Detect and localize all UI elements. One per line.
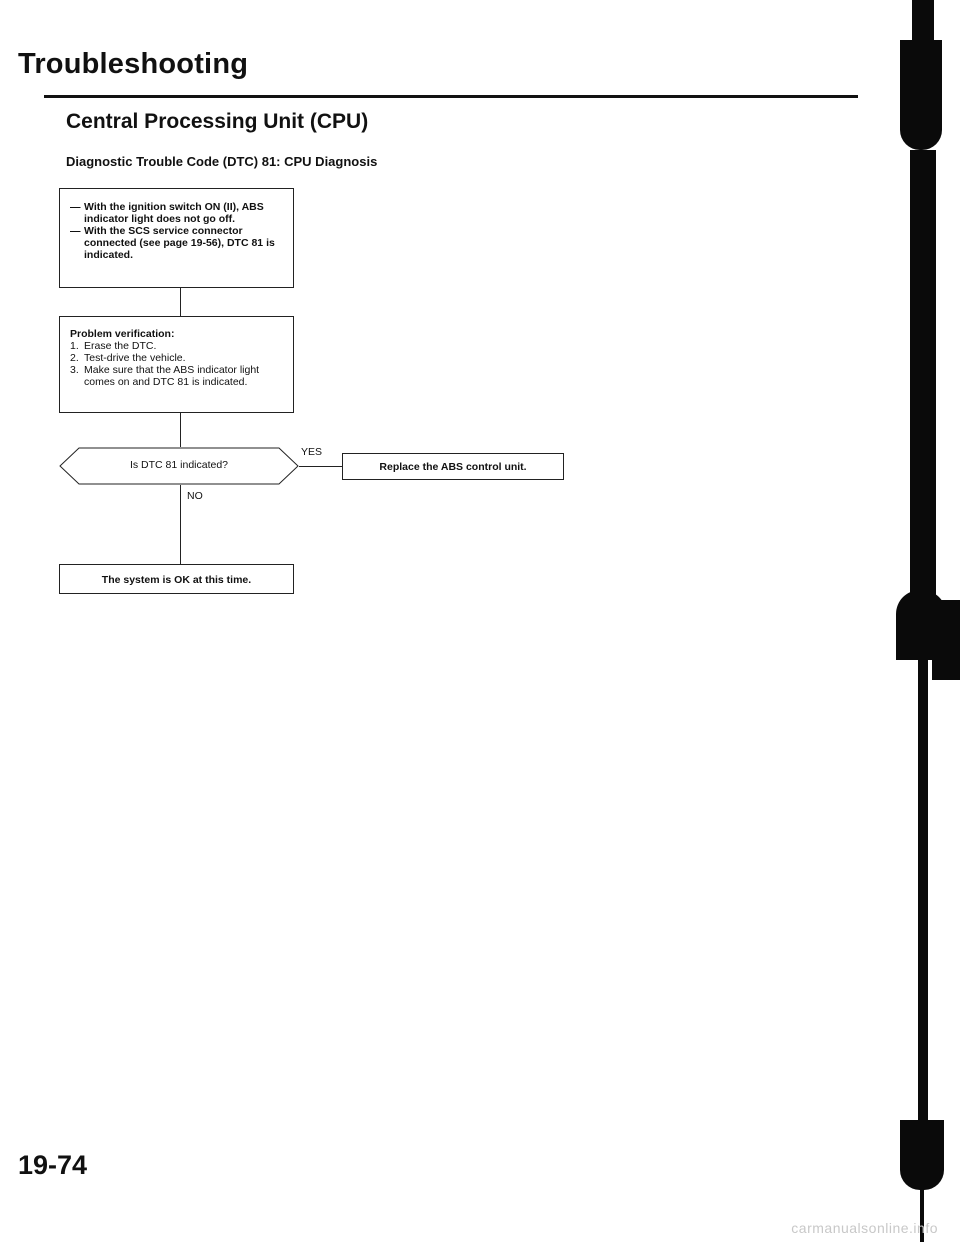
step-text: Make sure that the ABS indicator light comes on and DTC 81 is indicated.	[84, 364, 260, 388]
decision-text: Is DTC 81 indicated?	[129, 459, 229, 471]
step-number: 2.	[70, 352, 79, 364]
yes-connector	[299, 466, 342, 467]
watermark-text: carmanualsonline.info	[791, 1220, 938, 1236]
verification-heading: Problem verification:	[70, 328, 175, 340]
flow-connector	[180, 413, 181, 447]
page-title: Troubleshooting	[18, 48, 249, 80]
verification-step	[70, 364, 283, 388]
verification-box	[59, 316, 294, 413]
subsection-heading: Diagnostic Trouble Code (DTC) 81: CPU Diagnosis	[66, 154, 378, 169]
binding-mark	[918, 660, 928, 1130]
dash-bullet: —	[70, 225, 81, 237]
binding-mark	[910, 150, 936, 600]
flow-connector	[180, 288, 181, 316]
condition-text: With the ignition switch ON (II), ABS indicator light does not go off.	[84, 201, 264, 225]
condition-item	[70, 225, 283, 261]
no-label: NO	[187, 490, 203, 502]
no-connector	[180, 485, 181, 564]
binding-mark	[900, 40, 942, 150]
yes-action-box: Replace the ABS control unit.	[342, 453, 564, 480]
step-text: Test-drive the vehicle.	[84, 352, 186, 364]
step-number: 1.	[70, 340, 79, 352]
binding-mark	[932, 600, 960, 680]
step-number: 3.	[70, 364, 79, 376]
conditions-box	[59, 188, 294, 288]
binding-mark	[912, 0, 934, 40]
condition-text: With the SCS service connector connected (see page 19-56), DTC 81 is indicated.	[84, 225, 275, 261]
step-text: Erase the DTC.	[84, 340, 157, 352]
dash-bullet: —	[70, 201, 81, 213]
title-rule	[44, 95, 858, 98]
binding-mark	[900, 1120, 944, 1190]
verification-step	[70, 340, 283, 352]
yes-label: YES	[301, 446, 323, 458]
verification-step	[70, 352, 283, 364]
section-heading: Central Processing Unit (CPU)	[66, 110, 369, 133]
no-action-box: The system is OK at this time.	[59, 564, 294, 594]
condition-item	[70, 201, 283, 225]
page-number: 19-74	[18, 1150, 88, 1180]
